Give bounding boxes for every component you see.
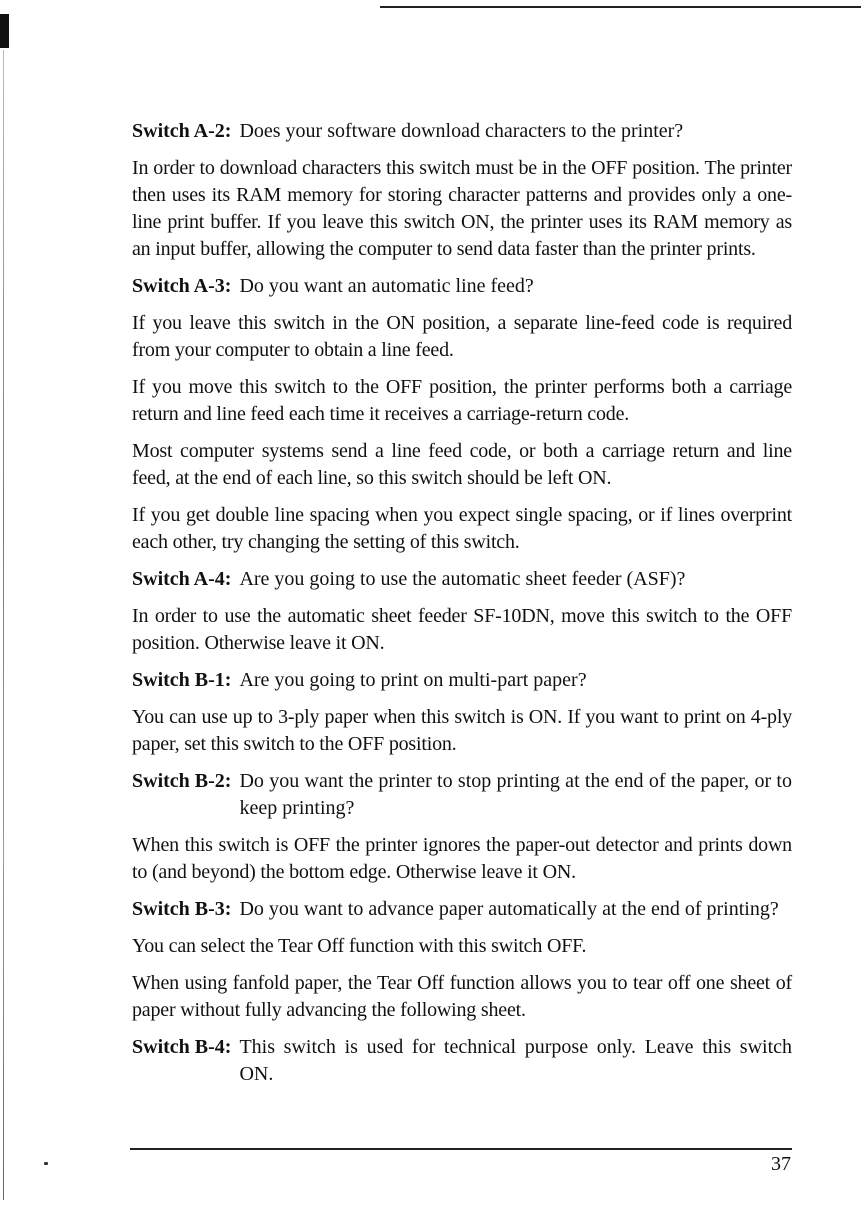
paragraph: In order to use the automatic sheet feeder SF-10DN, move this switch to the OFF position. Otherwise leave it ON. [132, 605, 792, 654]
paragraph: In order to download characters this switch must be in the OFF position. The printer then uses its RAM memory for storing character patterns and provides only a one-line print buffer. If you leave this switch ON, the printer uses its RAM memory as an input buffer, allowing the computer to send data faster than the printer prints. [132, 157, 792, 260]
page-content [132, 118, 792, 1098]
page-number: 37 [771, 1153, 791, 1175]
switch-label: Switch A-3: [132, 275, 232, 297]
switch-label: Switch B-2: [132, 770, 232, 792]
switch-label: Switch B-4: [132, 1036, 232, 1058]
scan-edge-line [3, 50, 4, 1200]
switch-b4-heading [132, 1034, 792, 1088]
switch-b3-heading [132, 896, 792, 923]
scan-dot [44, 1162, 48, 1165]
paragraph: Most computer systems send a line feed code, or both a carriage return and line feed, at the end of each line, so this switch should be left ON. [132, 440, 792, 489]
switch-label: Switch B-3: [132, 898, 232, 920]
switch-question: This switch is used for technical purpose only. Leave this switch ON. [239, 1036, 792, 1085]
switch-b1-heading [132, 667, 792, 694]
paragraph: If you get double line spacing when you expect single spacing, or if lines overprint each other, try changing the setting of this switch. [132, 504, 792, 553]
switch-label: Switch A-4: [132, 568, 232, 590]
switch-question: Are you going to print on multi-part paper? [239, 669, 587, 691]
paragraph: If you move this switch to the OFF position, the printer performs both a carriage return and line feed each time it receives a carriage-return code. [132, 376, 792, 425]
switch-a4-heading [132, 566, 792, 593]
switch-question: Do you want to advance paper automatically at the end of printing? [239, 898, 779, 920]
paragraph: When using fanfold paper, the Tear Off function allows you to tear off one sheet of paper without fully advancing the following sheet. [132, 972, 792, 1021]
switch-question: Do you want the printer to stop printing at the end of the paper, or to keep printing? [239, 770, 792, 819]
switch-label: Switch A-2: [132, 120, 232, 142]
top-rule [380, 6, 861, 8]
paragraph: You can use up to 3-ply paper when this switch is ON. If you want to print on 4-ply paper, set this switch to the OFF position. [132, 706, 792, 755]
paragraph: If you leave this switch in the ON position, a separate line-feed code is required from your computer to obtain a line feed. [132, 312, 792, 361]
paragraph: You can select the Tear Off function with this switch OFF. [132, 935, 587, 957]
switch-a3-heading [132, 273, 792, 300]
switch-label: Switch B-1: [132, 669, 232, 691]
footer-rule [130, 1148, 792, 1150]
switch-question: Are you going to use the automatic sheet feeder (ASF)? [239, 568, 686, 590]
paragraph: When this switch is OFF the printer ignores the paper-out detector and prints down to (and beyond) the bottom edge. Otherwise leave it ON. [132, 834, 792, 883]
switch-question: Do you want an automatic line feed? [239, 275, 534, 297]
switch-question: Does your software download characters to the printer? [239, 120, 684, 142]
scan-corner-mark [0, 14, 9, 48]
switch-b2-heading [132, 768, 792, 822]
switch-a2-heading [132, 118, 792, 145]
